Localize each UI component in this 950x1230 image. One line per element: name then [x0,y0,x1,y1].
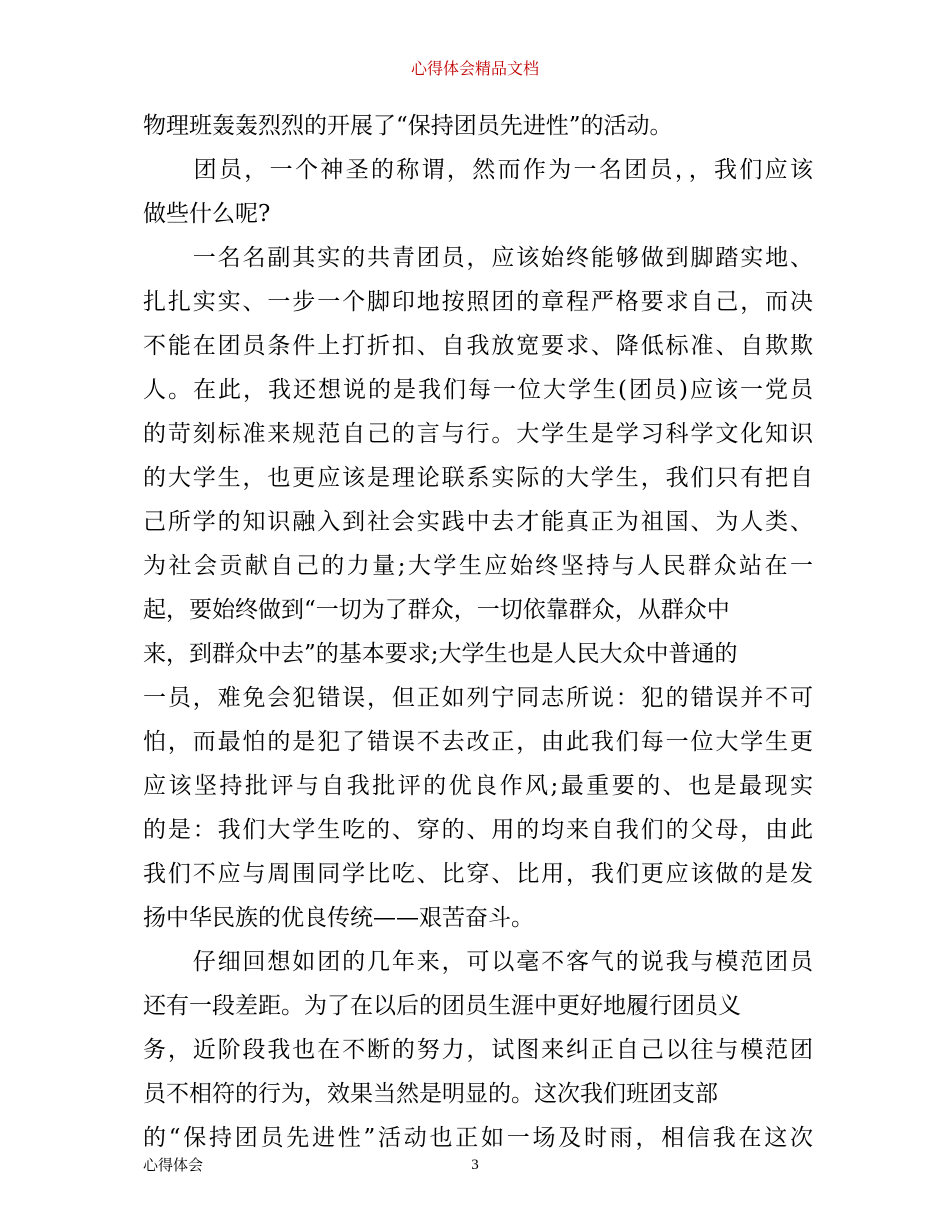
page-number: 3 [471,1157,479,1173]
text-line-17: 的是：我们大学生吃的、穿的、用的均来自我们的父母，由此 [143,817,813,843]
footer-label: 心得体会 [143,1156,204,1174]
text-line-23: 员不相符的行为，效果当然是明显的。这次我们班团支部 [143,1081,718,1107]
text-line-3: 做些什么呢? [143,201,271,227]
page-header-title: 心得体会精品文档 [410,59,539,78]
text-line-16: 应该坚持批评与自我批评的优良作风;最重要的、也是最现实 [143,773,813,799]
document-body [143,104,813,1160]
text-line-19: 扬中华民族的优良传统——艰苦奋斗。 [143,905,534,931]
text-line-1: 物理班轰轰烈烈的开展了“保持团员先进性”的活动。 [143,113,673,139]
text-line-13: 来，到群众中去”的基本要求;大学生也是人民大众中普通的 [143,641,738,667]
text-line-12: 起，要始终做到“一切为了群众，一切依靠群众，从群众中 [143,597,730,623]
text-line-7: 人。在此，我还想说的是我们每一位大学生(团员)应该一党员 [143,377,813,403]
text-line-2: 团员，一个神圣的称谓，然而作为一名团员，，我们应该 [143,157,813,183]
text-line-4: 一名名副其实的共青团员，应该始终能够做到脚踏实地、 [143,245,813,271]
text-line-20: 仔细回想如团的几年来，可以毫不客气的说我与模范团员 [143,949,813,975]
text-line-5: 扎扎实实、一步一个脚印地按照团的章程严格要求自己，而决 [143,289,813,315]
text-line-15: 怕，而最怕的是犯了错误不去改正，由此我们每一位大学生更 [143,729,813,755]
text-line-11: 为社会贡献自己的力量;大学生应始终坚持与人民群众站在一 [143,553,813,579]
text-line-22: 务，近阶段我也在不断的努力，试图来纠正自己以往与模范团 [143,1037,813,1063]
text-line-14: 一员，难免会犯错误，但正如列宁同志所说：犯的错误并不可 [143,685,813,711]
text-line-6: 不能在团员条件上打折扣、自我放宽要求、降低标准、自欺欺 [143,333,813,359]
text-line-18: 我们不应与周围同学比吃、比穿、比用，我们更应该做的是发 [143,861,813,887]
text-line-24: 的“保持团员先进性”活动也正如一场及时雨，相信我在这次 [143,1125,813,1151]
text-line-21: 还有一段差距。为了在以后的团员生涯中更好地履行团员义 [143,993,741,1019]
text-line-10: 己所学的知识融入到社会实践中去才能真正为祖国、为人类、 [143,509,813,535]
text-line-9: 的大学生，也更应该是理论联系实际的大学生，我们只有把自 [143,465,813,491]
text-line-8: 的苛刻标准来规范自己的言与行。大学生是学习科学文化知识 [143,421,813,447]
